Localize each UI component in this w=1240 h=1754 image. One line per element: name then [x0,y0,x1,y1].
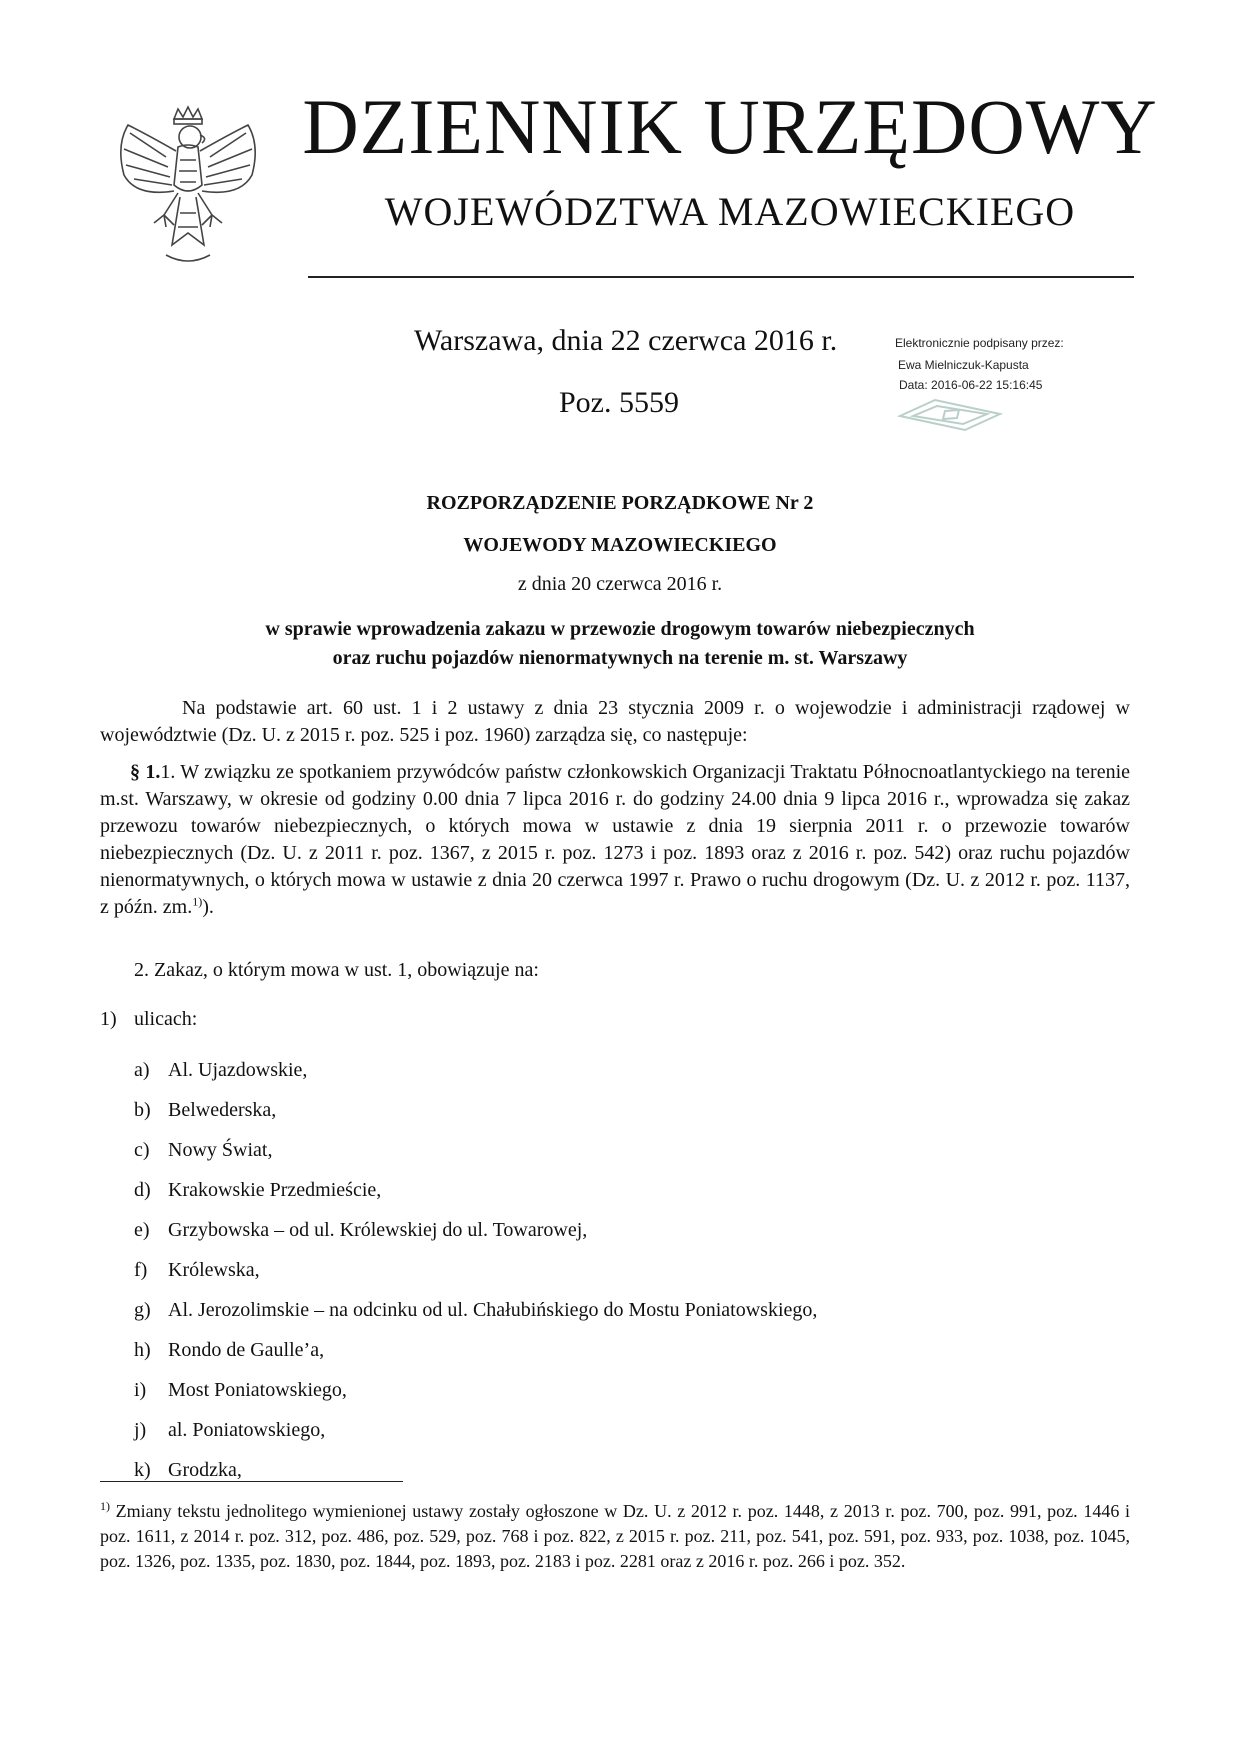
street-mark: a) [134,1059,150,1081]
signature-signer: Ewa Mielniczuk-Kapusta [898,358,1029,372]
act-type: ROZPORZĄDZENIE PORZĄDKOWE Nr 2 [426,492,814,514]
street-mark: b) [134,1099,151,1121]
electronic-signature [895,336,1125,436]
section-1-mark: § 1. [130,761,161,783]
signature-date: Data: 2016-06-22 15:16:45 [899,378,1043,392]
street-item [134,1417,325,1444]
masthead-title: DZIENNIK URZĘDOWY [302,83,1158,170]
street-mark: h) [134,1339,151,1361]
act-subject-line-1: w sprawie wprowadzenia zakazu w przewozie drogowym towarów niebezpiecznych [265,618,975,640]
street-item [134,1057,307,1084]
street-mark: g) [134,1299,151,1321]
act-date: z dnia 20 czerwca 2016 r. [517,573,723,595]
street-name: Al. Jerozolimskie – na odcinku od ul. Chałubińskiego do Mostu Poniatowskiego, [168,1299,818,1321]
street-name: al. Poniatowskiego, [168,1419,326,1441]
street-name: Most Poniatowskiego, [168,1379,347,1401]
street-mark: e) [134,1219,150,1241]
act-subject-line-2: oraz ruchu pojazdów nienormatywnych na terenie m. st. Warszawy [332,647,908,669]
legal-basis: Na podstawie art. 60 ust. 1 i 2 ustawy z dnia 23 stycznia 2009 r. o wojewodzie i administracji rządowej w województwie (Dz. U. z 2015 r. poz. 525 i poz. 1960) zarządza się, co następuje: [100,697,1130,746]
street-item [134,1257,260,1284]
point-1-label: ulicach: [134,1008,198,1030]
signature-label: Elektronicznie podpisany przez: [895,336,1064,350]
street-item [134,1297,817,1324]
street-mark: j) [134,1419,147,1441]
street-mark: i) [134,1379,147,1401]
street-item [134,1337,324,1364]
place-date: Warszawa, dnia 22 czerwca 2016 r. [414,324,838,357]
street-name: Królewska, [168,1259,260,1281]
street-name: Grodzka, [168,1459,242,1481]
section-1-end: ). [202,896,214,918]
street-mark: c) [134,1139,150,1161]
section-1-paragraph-1 [100,759,1130,921]
street-item [134,1457,242,1484]
street-mark: d) [134,1179,151,1201]
position-number: Poz. 5559 [559,386,679,419]
footnote-rule [100,1481,403,1482]
footnote-text: Zmiany tekstu jednolitego wymienionej ustawy zostały ogłoszone w Dz. U. z 2012 r. poz. 1448, z 2013 r. poz. 700, poz. 991, poz. 1446 i poz. 1611, z 2014 r. poz. 312, poz. 486, poz. 529, poz. 768 i poz. 822, z 2015 r. poz. 211, poz. 541, poz. 591, poz. 933, poz. 1038, poz. 1045, poz. 1326, poz. 1335, poz. 1830, poz. 1844, poz. 1893, poz. 2183 i poz. 2281 oraz z 2016 r. poz. 266 i poz. 352. [100,1501,1130,1571]
street-name: Al. Ujazdowskie, [168,1059,308,1081]
street-name: Krakowskie Przedmieście, [168,1179,382,1201]
street-item [134,1377,347,1404]
footnote-mark: 1) [100,1499,110,1513]
point-1-mark: 1) [100,1008,117,1030]
street-name: Rondo de Gaulle’a, [168,1339,325,1361]
street-name: Belwederska, [168,1099,277,1121]
street-item [134,1217,587,1244]
street-item [134,1137,272,1164]
act-issuer: WOJEWODY MAZOWIECKIEGO [463,534,777,556]
masthead-rule [308,276,1134,278]
signature-logo-icon [895,396,1005,432]
street-name: Nowy Świat, [168,1139,273,1161]
footnote [100,1499,1130,1574]
masthead-subtitle: WOJEWÓDZTWA MAZOWIECKIEGO [384,189,1076,234]
footnote-reference: 1) [192,894,203,909]
point-1 [100,1006,197,1033]
section-1-paragraph-2: 2. Zakaz, o którym mowa w ust. 1, obowiązuje na: [134,959,539,981]
street-name: Grzybowska – od ul. Królewskiej do ul. Towarowej, [168,1219,588,1241]
eagle-emblem-icon [108,105,268,275]
street-item [134,1097,276,1124]
street-mark: f) [134,1259,148,1281]
street-item [134,1177,381,1204]
street-mark: k) [134,1459,151,1481]
section-1-text: 1. W związku ze spotkaniem przywódców państw członkowskich Organizacji Traktatu Północnoatlantyckiego na terenie m.st. Warszawy, w okresie od godziny 0.00 dnia 7 lipca 2016 r. do godziny 24.00 dnia 9 lipca 2016 r., wprowadza się zakaz przewozu towarów niebezpiecznych, o których mowa w ustawie z dnia 19 sierpnia 2011 r. o przewozie towarów niebezpiecznych (Dz. U. z 2011 r. poz. 1367, z 2015 r. poz. 1273 i poz. 1893 oraz z 2016 r. poz. 542) oraz ruchu pojazdów nienormatywnych, o których mowa w ustawie z dnia 20 czerwca 1997 r. Prawo o ruchu drogowym (Dz. U. z 2012 r. poz. 1137, z późn. zm. [100,761,1130,918]
